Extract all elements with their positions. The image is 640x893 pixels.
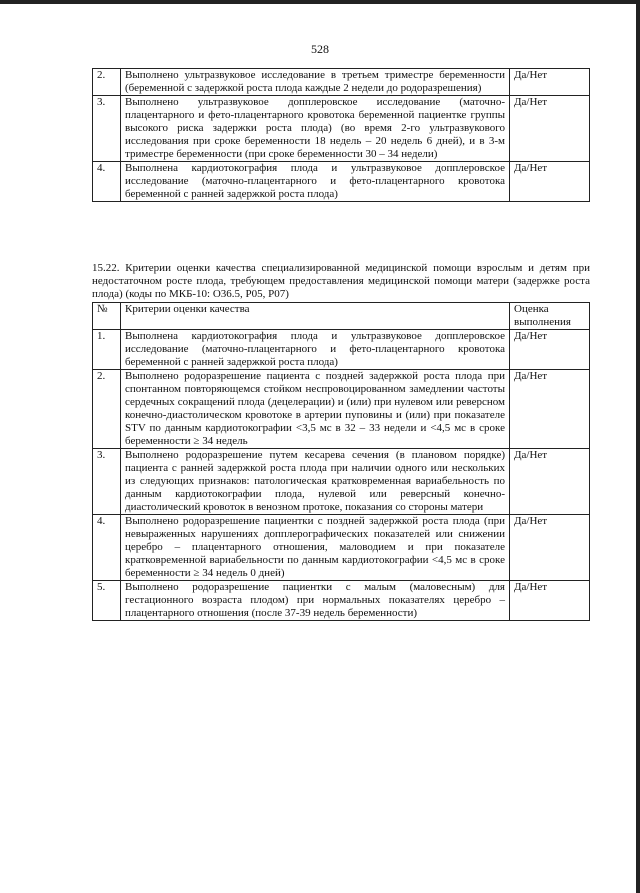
table-header-row — [93, 303, 590, 330]
column-header-number: № — [93, 303, 121, 330]
table-row — [93, 370, 590, 449]
row-number: 1. — [93, 330, 121, 370]
table-row — [93, 515, 590, 581]
page-number: 528 — [311, 42, 329, 56]
row-number: 2. — [93, 370, 121, 449]
grade-cell: Да/Нет — [510, 370, 590, 449]
row-number: 5. — [93, 581, 121, 621]
scan-border-right — [636, 0, 640, 893]
table-row — [93, 449, 590, 515]
grade-cell: Да/Нет — [510, 581, 590, 621]
column-header-criteria: Критерии оценки качества — [121, 303, 510, 330]
grade-cell: Да/Нет — [510, 69, 590, 96]
criterion-text: Выполнено родоразрешение пациента с поздней задержкой роста плода при спонтанном повторяющемся стойком неспровоцированном замедлении частоты сердечных сокращений плода (децелерации) и (или) при нулевом или реверсном конечно-диастолическом кровотоке в артерии пуповины и (или) при показателе STV по данным кардиотокографии <3,5 мс в 32 – 33 недели и <4,5 мс в сроке беременности ≥ 34 недель — [121, 370, 510, 449]
row-number: 3. — [93, 96, 121, 162]
grade-cell: Да/Нет — [510, 96, 590, 162]
table-row — [93, 69, 590, 96]
table-row — [93, 96, 590, 162]
grade-cell: Да/Нет — [510, 515, 590, 581]
criterion-text: Выполнено родоразрешение пациентки с малым (маловесным) для гестационного возраста плодом) при нормальных показателях церебро – плацентарного отношения (после 37-39 недель беременности) — [121, 581, 510, 621]
criteria-table-continued — [92, 68, 590, 202]
criterion-text: Выполнено ультразвуковое допплеровское исследование (маточно-плацентарного и фето-плацентарного кровотока беременной пациентке группы высокого риска задержки роста плода) (во время 2-го ультразвукового исследования при сроке беременности 18 недель – 20 недель 6 дней), и в 3-м триместре беременности (при сроке беременности 30 – 34 недели) — [121, 96, 510, 162]
criterion-text: Выполнено родоразрешение путем кесарева сечения (в плановом порядке) пациента с ранней задержкой роста плода при наличии одного или нескольких из следующих признаков: патологическая кратковременная вариабельность по данным кардиотокографии плода, нулевой или реверсный конечно-диастолический кровоток в венозном протоке, показания со стороны матери — [121, 449, 510, 515]
grade-cell: Да/Нет — [510, 162, 590, 202]
grade-cell: Да/Нет — [510, 449, 590, 515]
table-row — [93, 330, 590, 370]
grade-cell: Да/Нет — [510, 330, 590, 370]
table-row — [93, 581, 590, 621]
criteria-table — [92, 302, 590, 621]
section-heading: 15.22. Критерии оценки качества специализированной медицинской помощи взрослым и детям при недостаточном росте плода, требующем предоставления медицинской помощи матери (задержке роста плода) (коды по МКБ-10: O36.5, P05, P07) — [92, 262, 590, 300]
scan-border-top — [0, 0, 640, 4]
row-number: 4. — [93, 162, 121, 202]
criterion-text: Выполнена кардиотокография плода и ультразвуковое допплеровское исследование (маточно-плацентарного и фето-плацентарного кровотока беременной с ранней задержкой роста плода) — [121, 162, 510, 202]
row-number: 2. — [93, 69, 121, 96]
row-number: 3. — [93, 449, 121, 515]
criterion-text: Выполнена кардиотокография плода и ультразвуковое допплеровское исследование (маточно-плацентарного и фето-плацентарного кровотока беременной с ранней задержкой роста плода) — [121, 330, 510, 370]
row-number: 4. — [93, 515, 121, 581]
criterion-text: Выполнено родоразрешение пациентки с поздней задержкой роста плода (при невыраженных нарушениях допплерографических показателей или снижении церебро – плацентарного отношения, маловодием и при показателе кратковременной вариабельности по данным кардиотокографии <4,5 мс в сроке беременности ≥ 34 недель 0 дней) — [121, 515, 510, 581]
criterion-text: Выполнено ультразвуковое исследование в третьем триместре беременности (беременной с задержкой роста плода каждые 2 недели до родоразрешения) — [121, 69, 510, 96]
table-row — [93, 162, 590, 202]
column-header-grade: Оценка выполнения — [510, 303, 590, 330]
